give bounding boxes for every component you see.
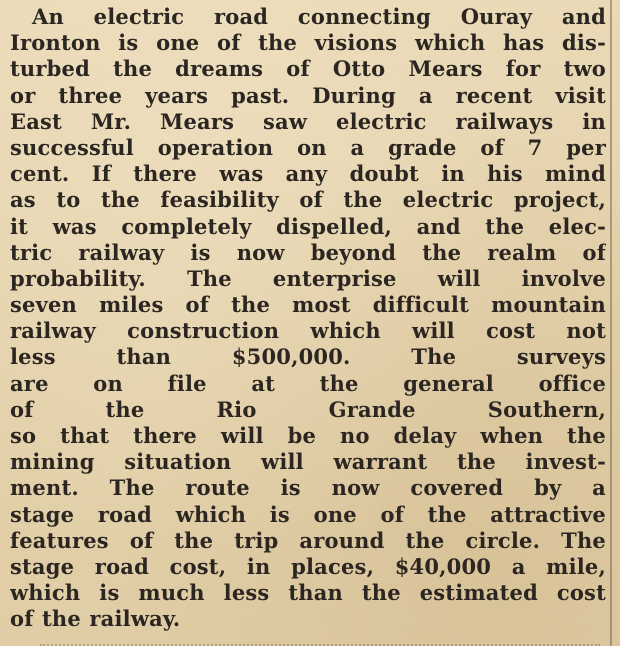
article-line: are on file at the general office (10, 370, 606, 396)
article-line: stage road cost, in places, $40,000 a mile, (10, 553, 606, 579)
article-line: seven miles of the most difficult mountain (10, 292, 606, 318)
article-line: East Mr. Mears saw electric railways in (10, 108, 606, 134)
article-line: of the Rio Grande Southern, (10, 396, 606, 422)
article-text (10, 4, 606, 633)
article-line: mining situation will warrant the invest- (10, 449, 606, 475)
article-line: stage road which is one of the attractive (10, 501, 606, 527)
article-line: as to the feasibility of the electric project, (10, 187, 606, 213)
article-line: or three years past. During a recent visit (10, 82, 606, 108)
article-line: it was completely dispelled, and the elec- (10, 213, 606, 239)
article-line: Ironton is one of the visions which has dis- (10, 30, 606, 56)
article-line: railway construction which will cost not (10, 318, 606, 344)
article-line: successful operation on a grade of 7 per (10, 134, 606, 160)
article-line: which is much less than the estimated cost (10, 580, 606, 606)
column-rule (610, 0, 612, 646)
article-line: so that there will be no delay when the (10, 423, 606, 448)
article-line: cent. If there was any doubt in his mind (10, 161, 606, 187)
article-line: An electric road connecting Ouray and (32, 4, 606, 29)
article-line: turbed the dreams of Otto Mears for two (10, 56, 606, 82)
article-line: probability. The enterprise will involve (10, 265, 606, 291)
article-line: of the railway. (10, 606, 181, 632)
article-line: features of the trip around the circle. The (10, 527, 606, 553)
article-line: ment. The route is now covered by a (10, 475, 606, 501)
article-line: tric railway is now beyond the realm of (10, 239, 606, 265)
article-line: less than $500,000. The surveys (10, 344, 606, 370)
